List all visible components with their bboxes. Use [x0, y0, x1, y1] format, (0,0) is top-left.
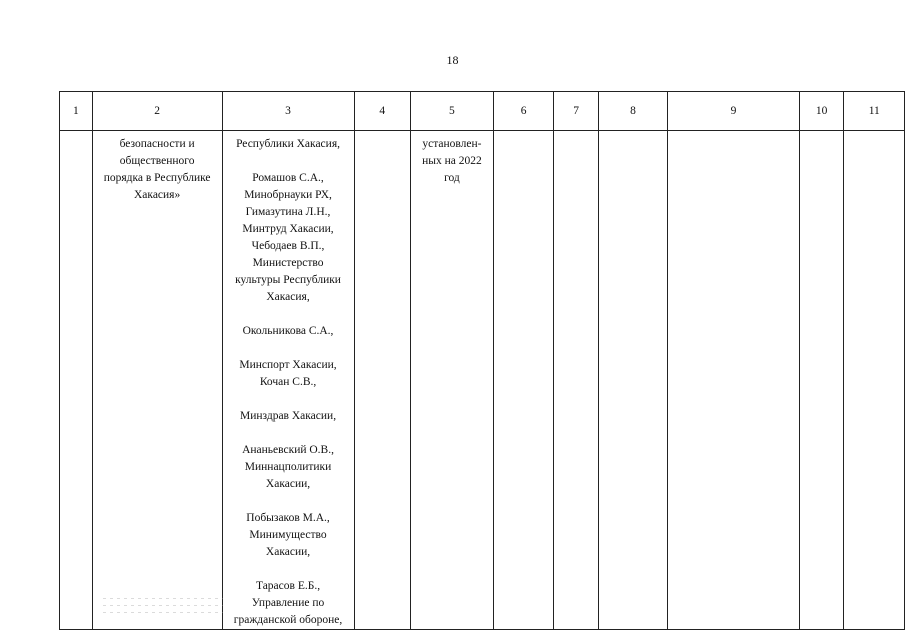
column-header: 4: [354, 92, 410, 131]
executor-block: Республики Хакасия,: [236, 138, 340, 150]
cell-col4: [354, 131, 410, 630]
column-header: 9: [668, 92, 800, 131]
cell-col5: [410, 131, 493, 630]
column-header: 6: [493, 92, 553, 131]
document-table: [59, 91, 905, 630]
cell-col8: [598, 131, 667, 630]
table-row: [60, 131, 905, 630]
column-header: 5: [410, 92, 493, 131]
cell-col9: [668, 131, 800, 630]
cell-responsible-executors: [222, 131, 354, 630]
executor-block: Минздрав Хакасии,: [239, 410, 337, 422]
column-header: 8: [598, 92, 667, 131]
cell-col1: [60, 131, 93, 630]
column-header: 11: [844, 92, 905, 131]
executor-block: Окольникова С.А.,: [242, 325, 334, 337]
column-header: 2: [92, 92, 222, 131]
cell-col10: [799, 131, 844, 630]
column-header: 1: [60, 92, 93, 131]
column-header: 10: [799, 92, 844, 131]
scan-artifact: [103, 598, 223, 628]
target-period-text: установлен-ных на 2022 год: [422, 138, 482, 184]
column-header: 7: [554, 92, 599, 131]
cell-program-name: [92, 131, 222, 630]
executor-block: Тарасов Е.Б., Управление по гражданской обороне,: [233, 580, 343, 626]
column-header: 3: [222, 92, 354, 131]
responsible-executors-list: [223, 136, 354, 629]
executor-block: Минспорт Хакасии, Кочан С.В.,: [239, 359, 337, 388]
program-name-text: безопасности и общественного порядка в Республике Хакасия»: [103, 138, 211, 201]
executor-block: Ромашов С.А., Минобрнауки РХ, Гимазутина Л.Н., Минтруд Хакасии, Чебодаев В.П., Министерство культуры Республики Хакасия,: [235, 172, 341, 303]
table-header-row: [60, 92, 905, 131]
cell-col6: [493, 131, 553, 630]
executor-block: Побызаков М.А., Минимущество Хакасии,: [246, 512, 330, 558]
cell-col7: [554, 131, 599, 630]
executor-block: Ананьевский О.В., Миннацполитики Хакасии,: [242, 444, 334, 490]
cell-col11: [844, 131, 905, 630]
page-number: 18: [446, 53, 459, 67]
